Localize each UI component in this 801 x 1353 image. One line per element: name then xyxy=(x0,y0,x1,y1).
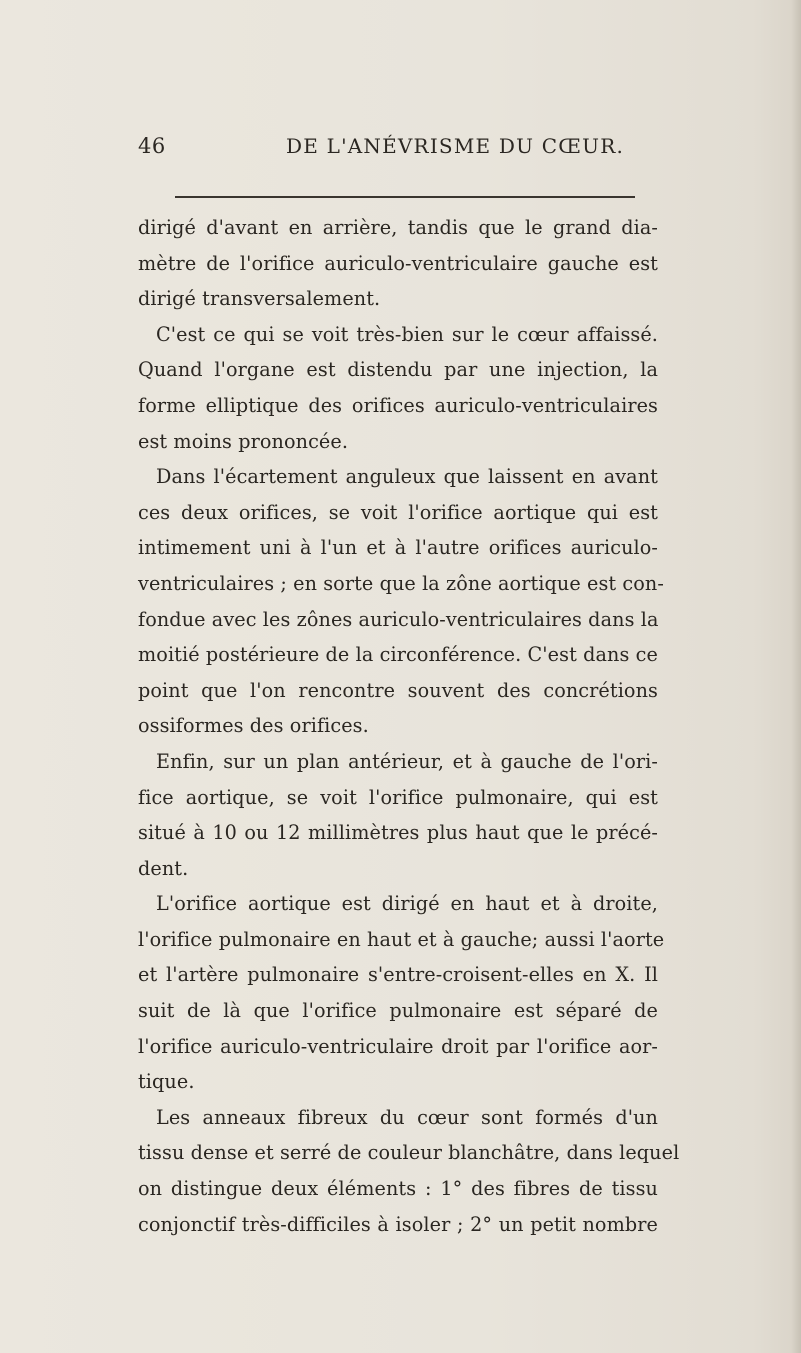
text-line: dirigé d'avant en arrière, tandis que le grand dia- xyxy=(138,216,658,239)
text-line: situé à 10 ou 12 millimètres plus haut que le précé- xyxy=(138,821,658,845)
page-number: 46 xyxy=(138,134,166,158)
text-line: forme elliptique des orifices auriculo-ventriculaires xyxy=(138,393,658,417)
text-line: ces deux orifices, se voit l'orifice aortique qui est xyxy=(138,500,658,524)
text-line: conjonctif très-difficiles à isoler ; 2° un petit nombre xyxy=(138,1212,658,1236)
text-line: fice aortique, se voit l'orifice pulmonaire, qui est xyxy=(138,785,658,809)
text-line: on distingue deux éléments : 1° des fibres de tissu xyxy=(138,1177,658,1201)
body-text xyxy=(138,210,680,1242)
running-head: DE L'ANÉVRISME DU CŒUR. xyxy=(286,134,625,158)
text-line: Quand l'organe est distendu par une injection, la xyxy=(138,358,658,382)
text-line: C'est ce qui se voit très-bien sur le cœur affaissé. xyxy=(156,322,658,346)
text-line: moitié postérieure de la circonférence. C'est dans ce xyxy=(138,643,658,667)
page-header xyxy=(138,134,658,170)
text-line: ossiformes des orifices. xyxy=(138,714,369,738)
text-line: Enfin, sur un plan antérieur, et à gauche de l'ori- xyxy=(156,749,658,773)
text-line: dent. xyxy=(138,856,189,880)
text-line: Dans l'écartement anguleux que laissent en avant xyxy=(156,465,658,489)
text-line: et l'artère pulmonaire s'entre-croisent-elles en X. Il xyxy=(138,963,658,987)
page-edge-shadow xyxy=(791,0,801,1353)
text-line: Les anneaux fibreux du cœur sont formés d'un xyxy=(156,1105,658,1129)
text-line: dirigé transversalement. xyxy=(138,287,381,311)
text-line: fondue avec les zônes auriculo-ventriculaires dans la xyxy=(138,607,659,631)
text-line: l'orifice pulmonaire en haut et à gauche; aussi l'aorte xyxy=(138,927,665,951)
text-line: tique. xyxy=(138,1070,195,1094)
text-line: intimement uni à l'un et à l'autre orifices auriculo- xyxy=(138,536,658,560)
text-line: point que l'on rencontre souvent des concrétions xyxy=(138,678,658,702)
header-rule xyxy=(175,196,635,198)
text-line: l'orifice auriculo-ventriculaire droit par l'orifice aor- xyxy=(138,1034,658,1058)
text-line: tissu dense et serré de couleur blanchâtre, dans lequel xyxy=(138,1141,680,1165)
text-line: suit de là que l'orifice pulmonaire est séparé de xyxy=(138,999,658,1023)
text-line: mètre de l'orifice auriculo-ventriculaire gauche est xyxy=(138,251,658,275)
text-line: est moins prononcée. xyxy=(138,429,349,453)
text-line: L'orifice aortique est dirigé en haut et à droite, xyxy=(156,892,658,916)
text-line: ventriculaires ; en sorte que la zône aortique est con- xyxy=(138,571,664,595)
